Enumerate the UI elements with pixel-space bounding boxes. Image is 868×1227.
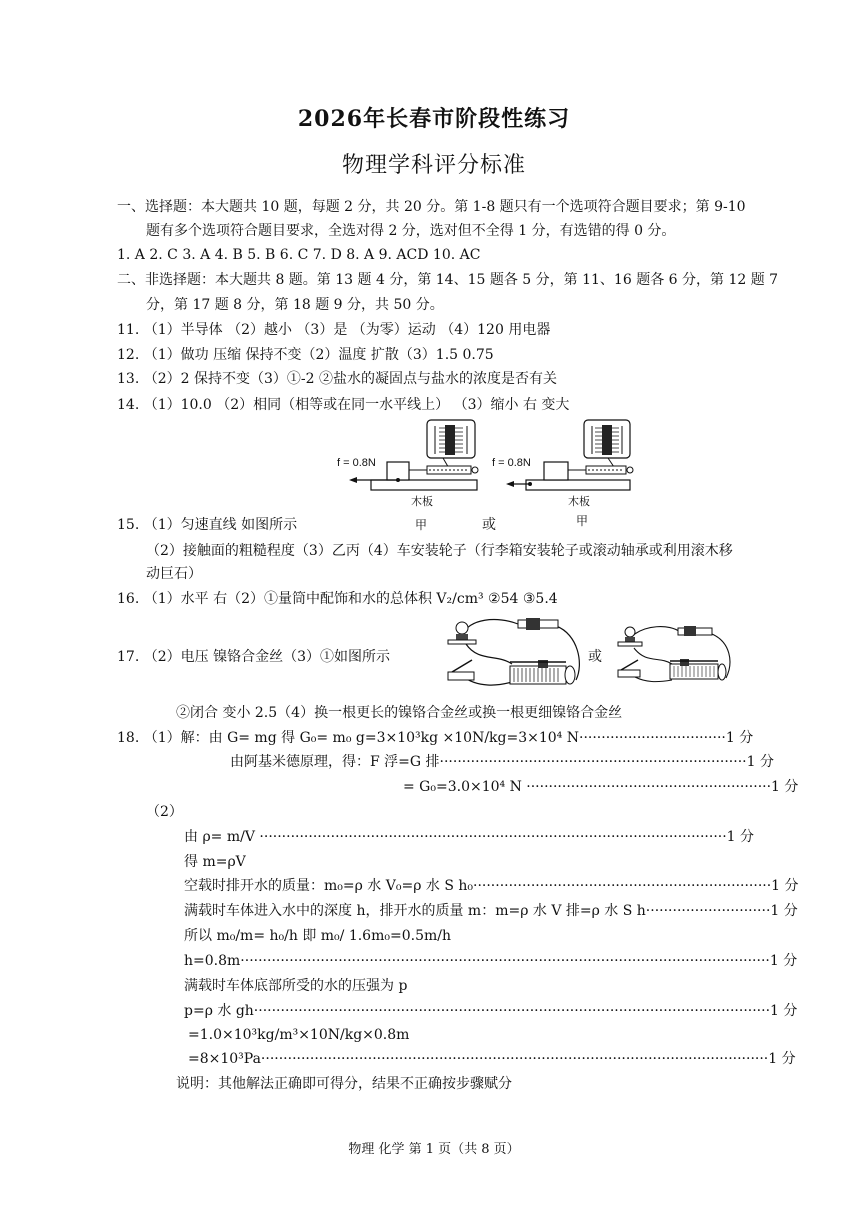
page-footer: 物理 化学 第 1 页（共 8 页） bbox=[348, 1142, 520, 1157]
answer-18-step5: 得 m=ρV bbox=[184, 854, 246, 870]
force-label-right: f = 0.8N bbox=[492, 457, 531, 469]
answer-18-step6: 空载时排开水的质量：m₀=ρ 水 V₀=ρ 水 S h₀···································································1 分 bbox=[184, 878, 799, 894]
answer-18-step8: 所以 m₀/m= h₀/h 即 m₀/ 1.6m₀=0.5m/h bbox=[184, 928, 451, 944]
figure-right-caption: 甲 bbox=[576, 514, 589, 528]
answer-18-step3: = G₀=3.0×10⁴ N ·······················································1 分 bbox=[403, 779, 799, 795]
board-label-right: 木板 bbox=[568, 496, 590, 508]
answer-18-step13: =8×10³Pa··················································································································1 分 bbox=[188, 1051, 796, 1067]
circuit-figure-right bbox=[610, 622, 736, 690]
answer-18-part2-label: （2） bbox=[146, 804, 183, 820]
page-title: 2026年长春市阶段性练习 bbox=[297, 106, 571, 132]
answer-12: 12. （1）做功 压缩 保持不变（2）温度 扩散（3）1.5 0.75 bbox=[117, 347, 494, 363]
choice-answers: 1. A 2. C 3. A 4. B 5. B 6. C 7. D 8. A 9. ACD 10. AC bbox=[117, 247, 481, 263]
answer-15-part2: （2）接触面的粗糙程度（3）乙丙（4）车安装轮子（行李箱安装轮子或滚动轴承或利用滚木移 bbox=[146, 543, 733, 559]
answer-18-step12: =1.0×10³kg/m³×10N/kg×0.8m bbox=[188, 1027, 410, 1043]
answer-17-or: 或 bbox=[588, 649, 602, 665]
answer-17-part2: ②闭合 变小 2.5（4）换一根更长的镍铬合金丝或换一根更细镍铬合金丝 bbox=[176, 705, 623, 721]
answer-18-step4: 由 ρ= m/V ·········································································································1 分 bbox=[184, 829, 755, 845]
answer-18-step1: 18. （1）解：由 G= mg 得 G₀= m₀ g=3×10³kg ×10N/kg=3×10⁴ N·································1 分 bbox=[117, 730, 754, 746]
friction-figure-right bbox=[490, 418, 640, 514]
answer-13: 13. （2）2 保持不变（3）①-2 ②盐水的凝固点与盐水的浓度是否有关 bbox=[117, 371, 557, 387]
answer-15-part2-cont: 动巨石） bbox=[146, 566, 202, 582]
answer-18-step2: 由阿基米德原理，得：F 浮=G 排·····································································1 分 bbox=[230, 754, 774, 770]
spring-scale-zoom bbox=[584, 420, 630, 470]
answer-18-step9: h=0.8m·······················································································································1 分 bbox=[184, 953, 798, 969]
spring-scale-zoom bbox=[427, 420, 475, 470]
section-one-intro: 一、选择题：本大题共 10 题，每题 2 分，共 20 分。第 1-8 题只有一个选项符合题目要求；第 9-10 bbox=[117, 199, 746, 215]
board-label-left: 木板 bbox=[411, 496, 433, 508]
figure-left-caption: 甲 bbox=[415, 518, 428, 532]
answer-17-part1: 17. （2）电压 镍铬合金丝（3）①如图所示 bbox=[117, 649, 390, 665]
page-subtitle: 物理学科评分标准 bbox=[341, 153, 526, 178]
answer-11: 11. （1）半导体 （2）越小 （3）是 （为零）运动 （4）120 用电器 bbox=[117, 322, 551, 338]
scoring-note: 说明：其他解法正确即可得分，结果不正确按步骤赋分 bbox=[176, 1076, 512, 1092]
answer-18-step7: 满载时车体进入水中的深度 h，排开水的质量 m：m=ρ 水 V 排=ρ 水 S h····························1 分 bbox=[184, 903, 798, 919]
answer-16: 16. （1）水平 右（2）①量筒中配饰和水的总体积 V₂/cm³ ②54 ③5.4 bbox=[117, 591, 558, 607]
section-one-intro-cont: 题有多个选项符合题目要求，全选对得 2 分，选对但不全得 1 分，有选错的得 0 分。 bbox=[146, 223, 676, 239]
section-two-intro-cont: 分，第 17 题 8 分，第 18 题 9 分，共 50 分。 bbox=[146, 297, 444, 313]
circuit-figure-left bbox=[438, 614, 584, 696]
answer-15-or: 或 bbox=[482, 517, 496, 533]
answer-14: 14. （1）10.0 （2）相同（相等或在同一水平线上） （3）缩小 右 变大 bbox=[117, 397, 570, 413]
answer-18-step10: 满载时车体底部所受的水的压强为 p bbox=[184, 978, 408, 994]
answer-15-part1: 15. （1）匀速直线 如图所示 bbox=[117, 517, 298, 533]
friction-figure-left bbox=[335, 418, 485, 514]
force-label-left: f = 0.8N bbox=[337, 457, 376, 469]
answer-18-step11: p=ρ 水 gh····················································································································1 分 bbox=[184, 1003, 798, 1019]
section-two-intro: 二、非选择题：本大题共 8 题。第 13 题 4 分，第 14、15 题各 5 分，第 11、16 题各 6 分，第 12 题 7 bbox=[117, 272, 779, 288]
